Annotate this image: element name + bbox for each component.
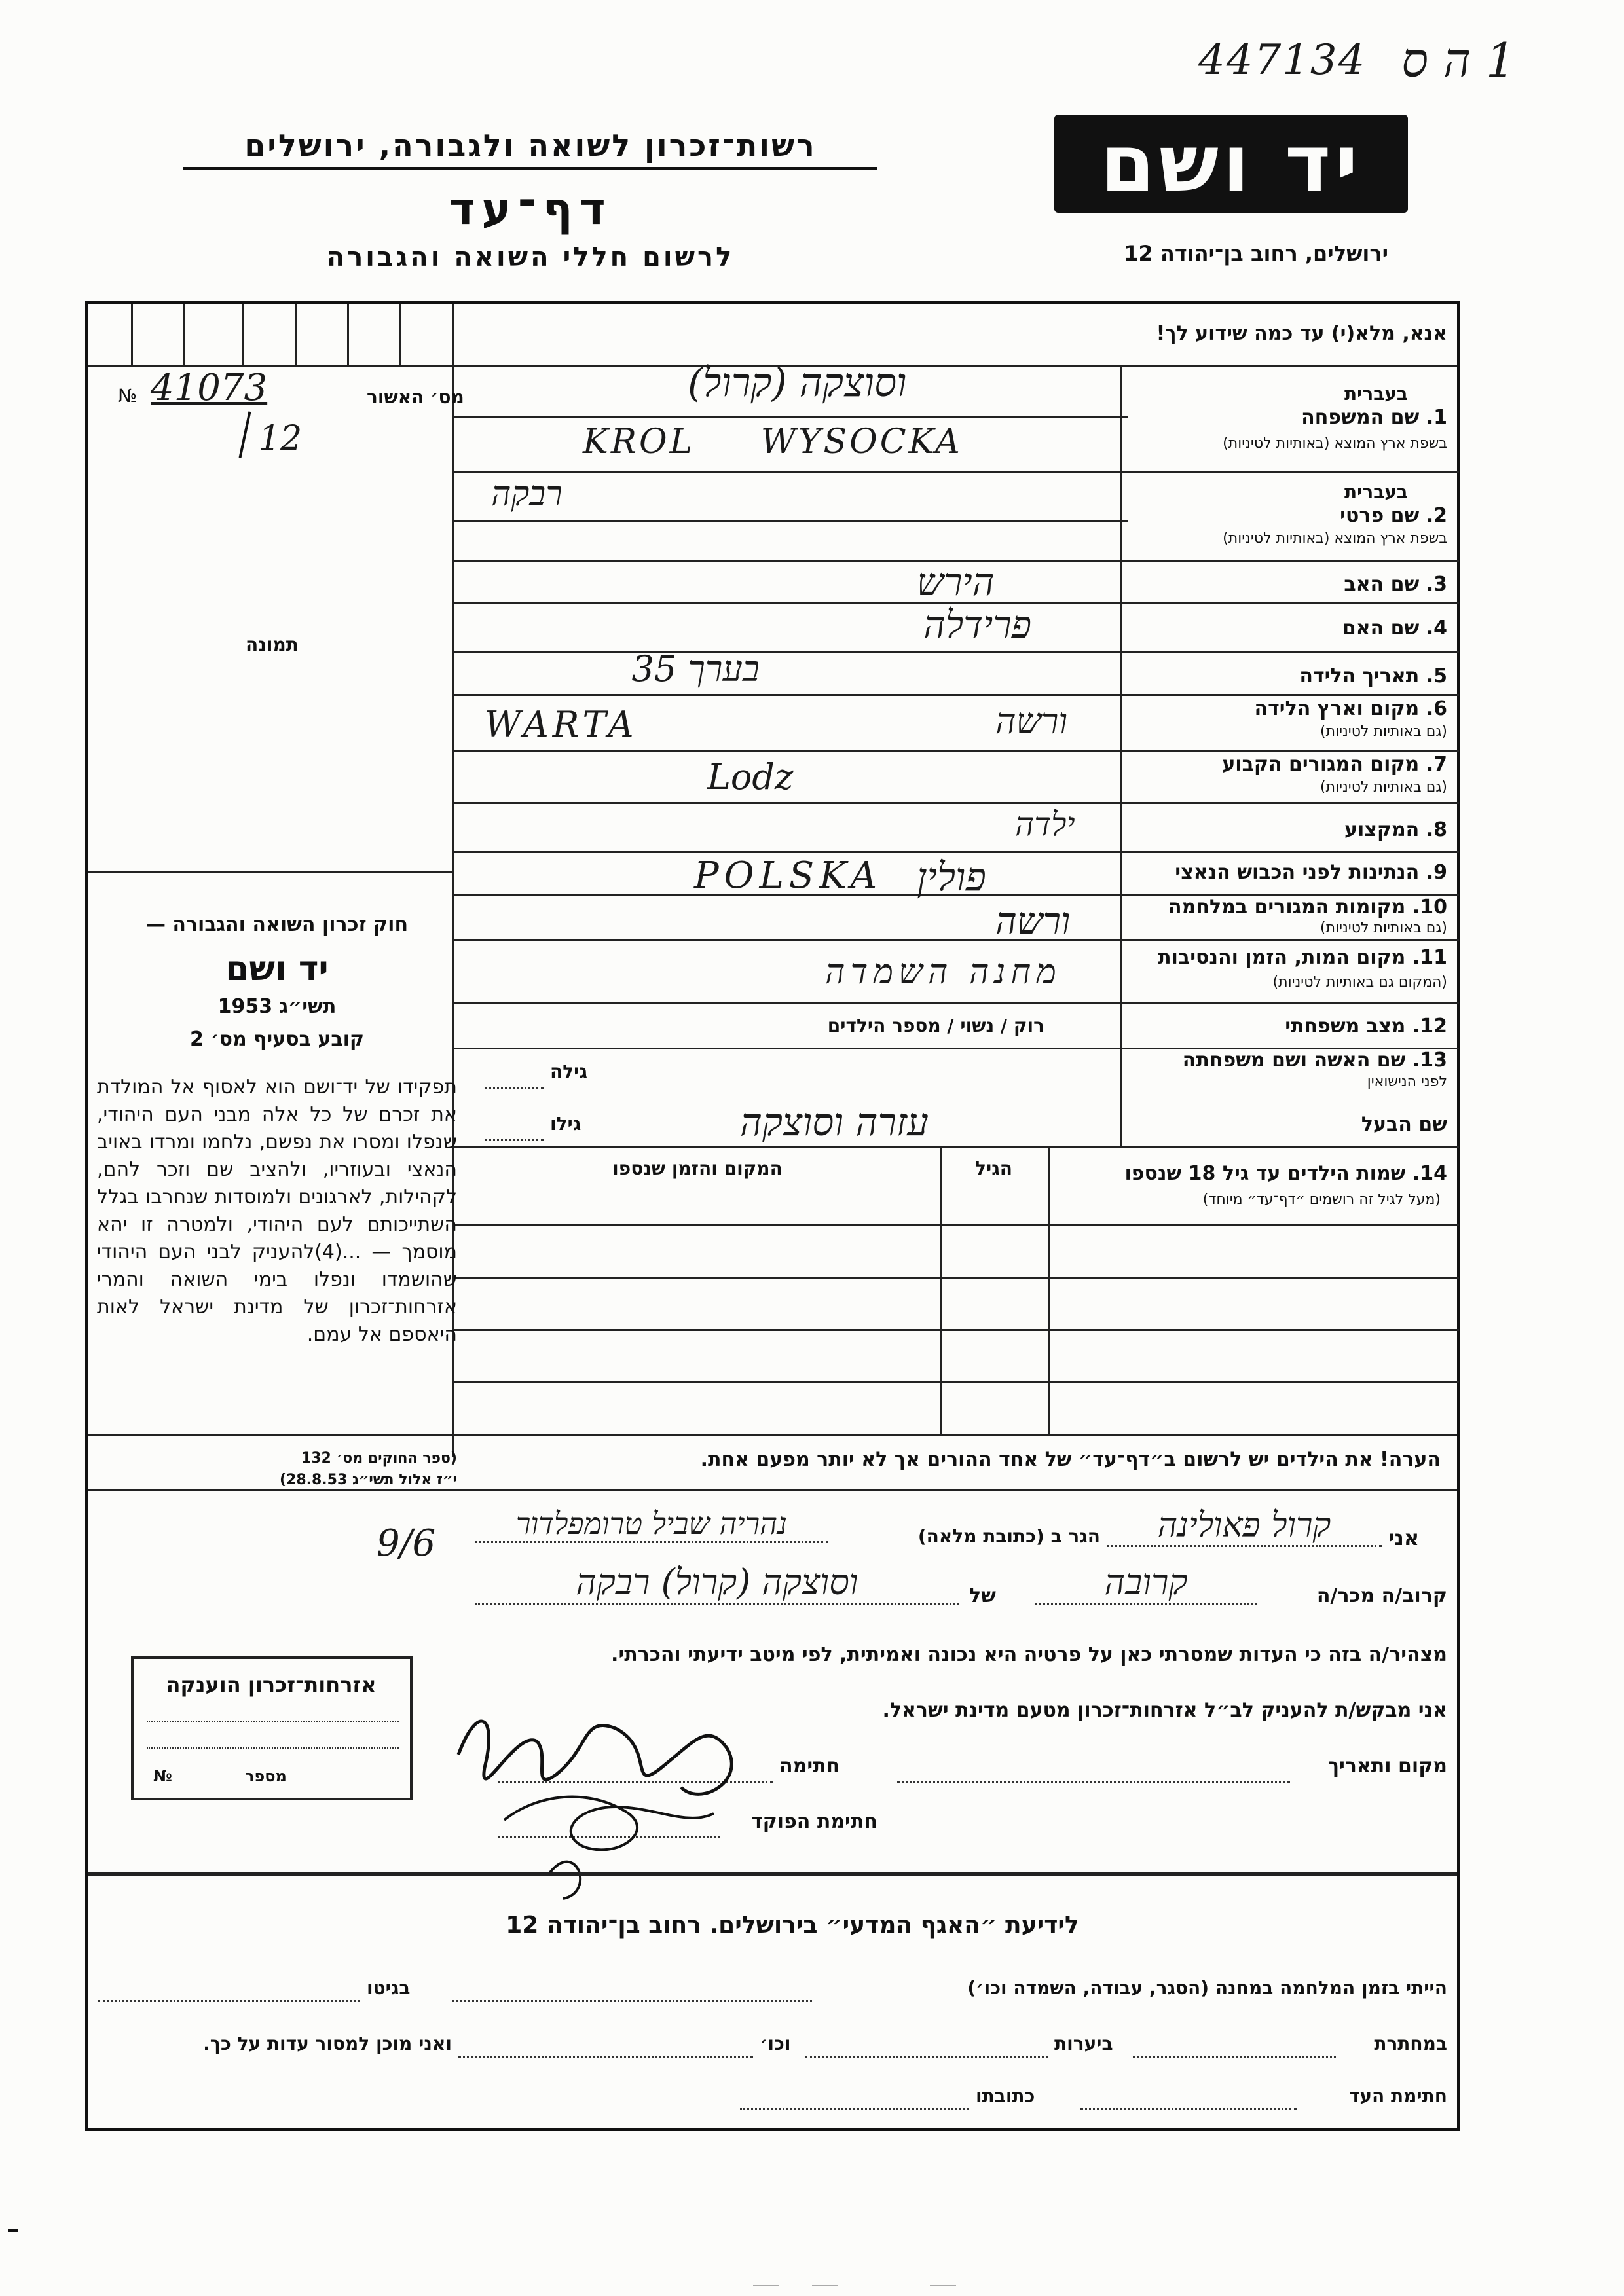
stamp-number-prefix: № (153, 1767, 172, 1785)
field-1-hebrew-tag: בעברית (1344, 383, 1408, 405)
children-row-line (88, 1434, 1457, 1436)
field-5-num: 5. (1426, 665, 1447, 687)
archive-number: 447134 (1198, 36, 1367, 84)
footer-top-line (88, 1872, 1457, 1876)
children-row-line (454, 1381, 1459, 1383)
field-5-value: בערך 35 (631, 648, 760, 689)
yad-vashem-logo (1054, 115, 1408, 213)
field-10-text: מקומות המגורים במלחמה (1168, 896, 1406, 919)
row-line (454, 851, 1459, 853)
field-7-num: 7. (1426, 753, 1447, 776)
field-6-num: 6. (1426, 697, 1447, 720)
approval-label: מס׳ האשור (367, 386, 464, 408)
scan-dash (753, 2285, 779, 2286)
field-1-value-latin: KROL WYSOCKA (583, 422, 963, 462)
field-2-value-hebrew: רבקה (491, 475, 563, 514)
approval-prefix: № (118, 385, 138, 407)
footer-line2-end: ואני מוכן למסור עדות על כך. (203, 2033, 452, 2054)
footer-line3-a: חתימת העד (1348, 2085, 1447, 2107)
declarant-address: נהריה שביל טרומפלדור (475, 1506, 828, 1543)
relation-value: קרובה (1035, 1561, 1257, 1605)
approval-value: 41073 (151, 367, 268, 409)
field-1-label (1301, 406, 1447, 429)
husband-age-label: גילו (550, 1113, 581, 1135)
law-section: קובע בסעיף מס׳ 2 (189, 1028, 365, 1051)
field-13-num: 13. (1412, 1049, 1447, 1072)
place-date-dots (897, 1781, 1290, 1783)
husband-label: שם הבעל (1361, 1113, 1447, 1136)
field-7-label (1222, 753, 1447, 776)
remark: הערה! את הילדים יש לרשום ב״דף־עד״ של אחד ההורים אך לא יותר מפעם אחת. (700, 1448, 1441, 1471)
field-11-value-hebrew: מחנה השמדה (825, 953, 1061, 992)
box-divider (295, 304, 297, 367)
resides-label: הגר ב (כתובת מלאה) (917, 1525, 1100, 1547)
signature-scribble (419, 1676, 799, 1912)
field-9-label (1175, 861, 1447, 884)
field-5-text: תאריך הלידה (1299, 665, 1420, 687)
of-label: של (969, 1584, 996, 1607)
footer-line2-dots-b (805, 2056, 1048, 2058)
row-line (454, 1002, 1459, 1004)
field-4-text: שם האם (1342, 617, 1420, 640)
memorial-citizenship-stamp (131, 1656, 413, 1800)
of-value: וסוצקה (קרול) רבקה (475, 1561, 959, 1605)
field-2-hebrew-tag: בעברית (1344, 481, 1408, 503)
box-divider (347, 304, 349, 367)
field-9-value-latin: POLSKA (694, 854, 883, 897)
field-9-text: הנתינות לפני הכבוש הנאצי (1175, 861, 1420, 884)
stamp-line (147, 1747, 399, 1749)
row-line (454, 750, 1459, 752)
box-divider (131, 304, 133, 367)
row-line (454, 802, 1459, 804)
children-note: (מעל לגיל זה רושמים ״דף־עד״ מיוחד) (1202, 1192, 1441, 1208)
field-8-label (1344, 818, 1447, 841)
field-13-foreign-tag: לפני הנישואין (1367, 1074, 1447, 1090)
field-1-text: שם המשפחה (1301, 406, 1420, 429)
official-signature-label: חתימת הפוקד (751, 1810, 877, 1833)
corner-code: 1 ה ס (1401, 33, 1516, 88)
field-7-foreign-tag: (גם באותיות לטיניות) (1320, 779, 1447, 795)
children-header-line (454, 1224, 1459, 1226)
box-divider (183, 304, 185, 367)
field-10-label (1168, 896, 1447, 919)
field-11-label (1158, 946, 1447, 969)
field-2-text: שם פרטי (1340, 504, 1420, 527)
box-divider (242, 304, 244, 367)
law-body: תפקידו של יד־ושם הוא לאסוף אל המולדת את זכרם של כל אלה מבני העם היהודי, שנפלו ומסרו את נפשם, נלחמו ומרדו באויב הנאצי ובעוזריו, ולהציב שם וזכר להם, לקהילות, לארגונים ולמוסדות שנחרבו בגלל השתייכותם לעם היהודי, ולמטרה זו יהא מוסמך — ...(4)להעניק לבני העם היהודי שהושמדו ונפלו בימי השואה והמרי אזרחות־זכרון של מדינת ישראל לאות היאספם אל עמם. (97, 1076, 457, 1346)
law-title: חוק זכרון השואה והגבורה — (145, 913, 409, 936)
stamp-line (147, 1721, 399, 1722)
footer-line3-dots-a (1080, 2108, 1297, 2110)
scan-dash (812, 2285, 838, 2286)
law-year: תשי״ג 1953 (217, 995, 337, 1018)
law-citation-2: י״ז אלול תשי״ג 28.8.53) (279, 1472, 457, 1488)
field-9-value-hebrew: פולין (917, 854, 986, 900)
children-row-line (454, 1329, 1459, 1331)
field-10-foreign-tag: (גם באותיות לטיניות) (1320, 920, 1447, 936)
footer-line2-c: וכו׳ (760, 2033, 791, 2054)
field-8-num: 8. (1426, 818, 1447, 841)
relative-label: קרוב/ה מכר/ה (1316, 1584, 1447, 1607)
row-line (454, 520, 1128, 522)
field-9-num: 9. (1426, 861, 1447, 884)
field-6-text: מקום וארץ הלידה (1254, 697, 1420, 720)
field-3-label (1344, 573, 1447, 596)
declare-text: מצהיר/ה בזה כי העדות שמסרתי כאן על פרטיה היא נכונה ואמיתית, לפי מיטב ידיעתי והכרתי. (611, 1643, 1447, 1666)
form-subtitle: לרשום חללי השואה והגבורה (326, 242, 735, 272)
place-date-label: מקום ותאריך (1327, 1755, 1447, 1777)
field-3-num: 3. (1426, 573, 1447, 596)
scan-dash (930, 2285, 956, 2286)
remark-bottom-line (88, 1489, 1457, 1491)
field-13-age-label: גילה (550, 1061, 587, 1082)
footer-line1-end: בגיטו (367, 1977, 411, 1999)
footer-line2-a: במחתרת (1374, 2033, 1447, 2054)
signature-label: חתימה (779, 1755, 840, 1777)
field-2-num: 2. (1426, 504, 1447, 527)
field-12-num: 12. (1412, 1015, 1447, 1038)
field-8-text: המקצוע (1344, 818, 1420, 841)
label-column-divider (1120, 367, 1122, 1146)
declarant-name: קרול פאולינה (1107, 1506, 1382, 1547)
field-13-label (1183, 1049, 1447, 1072)
field-11-num: 11. (1412, 946, 1447, 969)
row-line (454, 1146, 1459, 1148)
field-5-label (1299, 665, 1447, 687)
form-intro: אנא, מלא(י) עד כמה שידוע לך! (1156, 322, 1447, 345)
footer-line1-start: הייתי בזמן המלחמה במחנה (הסגר, עבודה, השמדה וכו׳) (967, 1977, 1447, 1999)
field-6-value-latin: WARTA (485, 704, 638, 745)
field-4-label (1342, 617, 1447, 640)
stamp-title: אזרחות־זכרון הוענקה (166, 1672, 377, 1697)
field-11-foreign-tag: (המקום גם באותיות לטיניות) (1272, 974, 1447, 991)
field-8-value-hebrew: ילדה (1015, 805, 1075, 843)
field-2-label (1340, 504, 1447, 527)
logo-text: יד ושם (1100, 118, 1362, 210)
field-6-label (1255, 697, 1447, 720)
field-3-value-hebrew: הירש (917, 560, 995, 604)
field-10-num: 10. (1412, 896, 1447, 919)
photo-label: תמונה (246, 634, 299, 655)
children-place-col: המקום והזמן שנספו (612, 1157, 783, 1179)
field-1-num: 1. (1426, 406, 1447, 429)
footer-line1-dots (452, 2000, 812, 2002)
row-line (454, 939, 1459, 941)
field-7-value-latin: Lodz (707, 756, 794, 797)
field-4-num: 4. (1426, 617, 1447, 640)
field-4-value-hebrew: פרידלה (923, 602, 1032, 647)
request-text: אני מבקש/ת להעניק לב״ל אזרחות־זכרון מטעם מדינת ישראל. (882, 1699, 1447, 1722)
footer-line2-dots-a (1133, 2056, 1336, 2058)
husband-age-dots (485, 1139, 544, 1141)
scan-mark (8, 2229, 18, 2232)
footer-line3-b: כתובתו (976, 2085, 1035, 2107)
stamp-number-label: מספר (245, 1767, 287, 1785)
authority-title: רשות־זכרון לשואה ולגבורה, ירושלים (183, 128, 877, 170)
law-subtitle: יד ושם (225, 949, 329, 989)
row-line (454, 416, 1128, 418)
field-12-options: רוק / נשוי / מספר הילדים (827, 1015, 1044, 1036)
field-6-value-hebrew: ורשה (995, 701, 1068, 742)
field-12-text: מצב משפחתי (1285, 1015, 1406, 1038)
approval-sub: 12 (259, 419, 303, 458)
field-2-foreign-tag: בשפת ארץ המוצא (באותיות לטיניות) (1223, 530, 1447, 547)
field-10-value-hebrew: ורשה (995, 900, 1071, 943)
address: ירושלים, רחוב בן־יהודה 12 (1124, 241, 1388, 266)
field-7-text: מקום המגורים הקבוע (1222, 753, 1420, 776)
margin-note: 9/6 (377, 1522, 436, 1565)
children-header: 14. שמות הילדים עד גיל 18 שנספו (1124, 1162, 1447, 1185)
row-line (454, 471, 1459, 473)
field-13-text: שם האשה ושם משפחתה (1182, 1049, 1406, 1072)
field-6-foreign-tag: (גם באותיות לטיניות) (1320, 723, 1447, 740)
box-divider (399, 304, 401, 367)
footer-title: לידיעת ״האגף המדעי״ בירושלים. רחוב בן־יהודה 12 (506, 1912, 1079, 1939)
footer-line3-dots-b (740, 2108, 969, 2110)
row-line (454, 694, 1459, 696)
children-row-line (454, 1277, 1459, 1279)
children-col-divider (1048, 1147, 1050, 1435)
husband-value-hebrew: עזרה וסוצקה (740, 1100, 929, 1144)
declaration-i-label: אני (1388, 1525, 1420, 1550)
field-13-age-dots (485, 1087, 544, 1089)
field-3-text: שם האב (1344, 573, 1420, 596)
field-12-label (1285, 1015, 1447, 1038)
footer-line2-dots-c (458, 2056, 753, 2058)
field-1-value-hebrew: וסוצקה (קרול) (688, 360, 907, 406)
field-1-foreign-tag: בשפת ארץ המוצא (באותיות לטיניות) (1223, 435, 1447, 452)
children-col-divider (940, 1147, 942, 1435)
form-title: דף־עד (449, 183, 612, 235)
law-citation-1: (ספר החוקים מס׳ 132 (301, 1450, 457, 1467)
footer-line2-b: ביערות (1054, 2033, 1113, 2054)
footer-line1-dots-2 (98, 2000, 360, 2002)
children-age-col: הגיל (975, 1157, 1012, 1179)
field-11-text: מקום המות, הזמן והנסיבות (1158, 946, 1406, 969)
left-col-line (88, 871, 454, 873)
